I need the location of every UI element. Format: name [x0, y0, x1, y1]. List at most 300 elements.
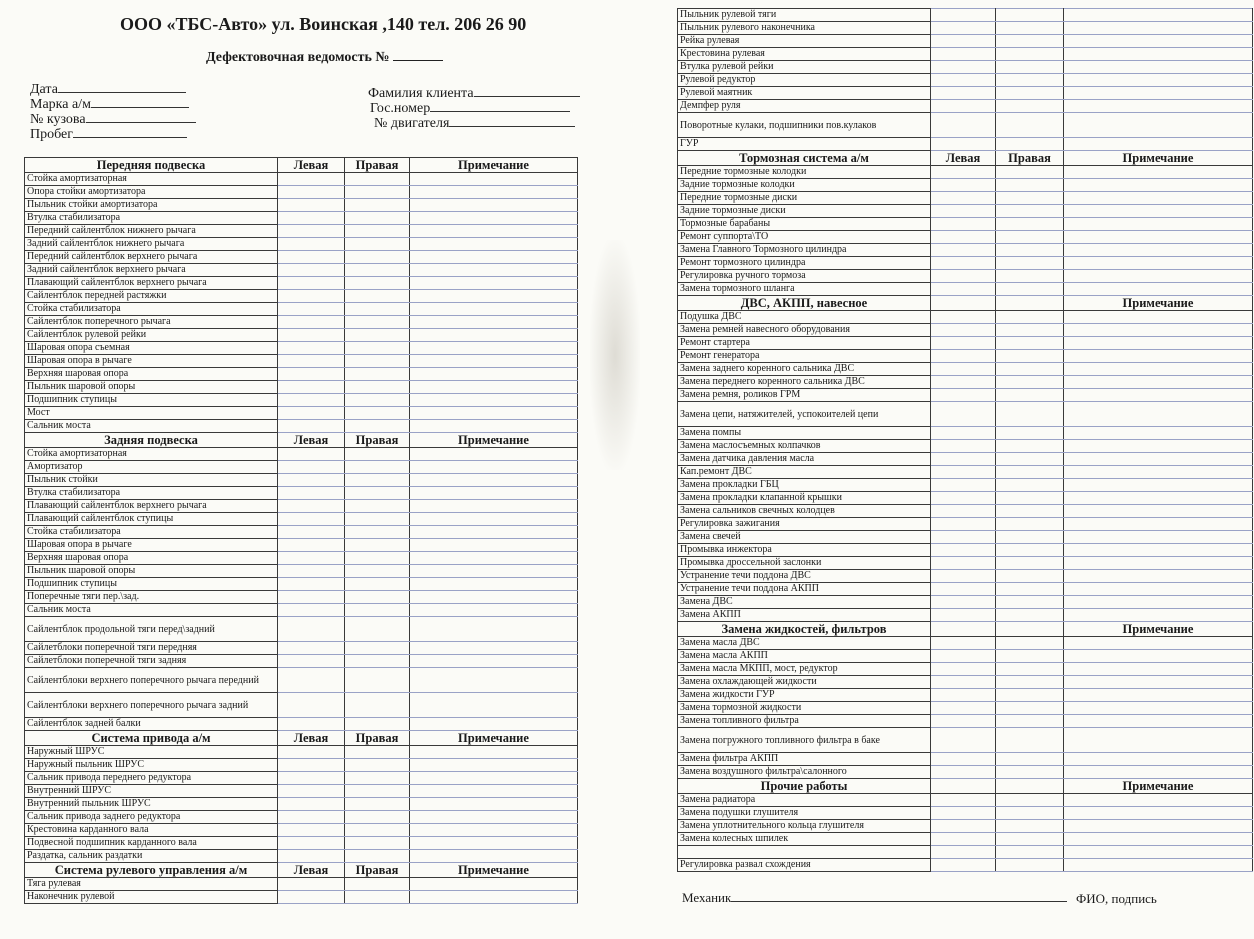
left-value-cell[interactable]: [931, 35, 996, 48]
left-value-cell[interactable]: [278, 381, 345, 394]
right-value-cell[interactable]: [345, 199, 410, 212]
note-cell[interactable]: [1064, 807, 1253, 820]
note-cell[interactable]: [410, 487, 578, 500]
right-value-cell[interactable]: [345, 355, 410, 368]
right-value-cell[interactable]: [996, 244, 1064, 257]
left-value-cell[interactable]: [931, 218, 996, 231]
note-cell[interactable]: [1064, 48, 1253, 61]
note-cell[interactable]: [1064, 363, 1253, 376]
left-value-cell[interactable]: [278, 539, 345, 552]
right-value-cell[interactable]: [345, 811, 410, 824]
note-cell[interactable]: [410, 225, 578, 238]
left-value-cell[interactable]: [278, 212, 345, 225]
right-value-cell[interactable]: [345, 264, 410, 277]
note-cell[interactable]: [410, 407, 578, 420]
right-value-cell[interactable]: [996, 440, 1064, 453]
left-value-cell[interactable]: [931, 689, 996, 702]
left-value-cell[interactable]: [931, 531, 996, 544]
right-value-cell[interactable]: [345, 824, 410, 837]
note-cell[interactable]: [410, 199, 578, 212]
note-cell[interactable]: [1064, 663, 1253, 676]
note-cell[interactable]: [410, 277, 578, 290]
left-value-cell[interactable]: [931, 363, 996, 376]
note-cell[interactable]: [1064, 166, 1253, 179]
left-value-cell[interactable]: [931, 113, 996, 138]
right-value-cell[interactable]: [345, 513, 410, 526]
left-value-cell[interactable]: [931, 609, 996, 622]
left-value-cell[interactable]: [931, 283, 996, 296]
right-value-cell[interactable]: [996, 402, 1064, 427]
left-value-cell[interactable]: [931, 389, 996, 402]
left-value-cell[interactable]: [931, 466, 996, 479]
left-value-cell[interactable]: [931, 453, 996, 466]
note-cell[interactable]: [410, 746, 578, 759]
right-value-cell[interactable]: [996, 794, 1064, 807]
left-value-cell[interactable]: [931, 557, 996, 570]
left-value-cell[interactable]: [278, 837, 345, 850]
note-cell[interactable]: [1064, 74, 1253, 87]
note-cell[interactable]: [410, 604, 578, 617]
left-value-cell[interactable]: [278, 173, 345, 186]
note-cell[interactable]: [1064, 689, 1253, 702]
note-cell[interactable]: [1064, 205, 1253, 218]
left-value-cell[interactable]: [931, 753, 996, 766]
right-value-cell[interactable]: [996, 218, 1064, 231]
note-cell[interactable]: [410, 891, 578, 904]
note-cell[interactable]: [410, 394, 578, 407]
left-value-cell[interactable]: [278, 759, 345, 772]
note-cell[interactable]: [410, 718, 578, 731]
right-value-cell[interactable]: [996, 766, 1064, 779]
right-value-cell[interactable]: [345, 290, 410, 303]
left-value-cell[interactable]: [278, 303, 345, 316]
note-cell[interactable]: [1064, 61, 1253, 74]
left-value-cell[interactable]: [931, 87, 996, 100]
left-value-cell[interactable]: [278, 487, 345, 500]
right-value-cell[interactable]: [996, 466, 1064, 479]
left-value-cell[interactable]: [278, 891, 345, 904]
left-value-cell[interactable]: [278, 513, 345, 526]
left-value-cell[interactable]: [278, 642, 345, 655]
right-value-cell[interactable]: [996, 702, 1064, 715]
left-value-cell[interactable]: [278, 316, 345, 329]
left-value-cell[interactable]: [931, 376, 996, 389]
right-value-cell[interactable]: [996, 48, 1064, 61]
left-value-cell[interactable]: [278, 526, 345, 539]
right-value-cell[interactable]: [345, 212, 410, 225]
right-value-cell[interactable]: [996, 650, 1064, 663]
note-cell[interactable]: [410, 526, 578, 539]
right-value-cell[interactable]: [996, 570, 1064, 583]
right-value-cell[interactable]: [345, 693, 410, 718]
mileage-field[interactable]: [30, 125, 187, 143]
left-value-cell[interactable]: [278, 448, 345, 461]
left-value-cell[interactable]: [278, 264, 345, 277]
left-value-cell[interactable]: [931, 61, 996, 74]
note-cell[interactable]: [410, 186, 578, 199]
right-value-cell[interactable]: [996, 270, 1064, 283]
left-value-cell[interactable]: [278, 617, 345, 642]
right-value-cell[interactable]: [996, 324, 1064, 337]
left-value-cell[interactable]: [931, 859, 996, 872]
left-value-cell[interactable]: [931, 715, 996, 728]
left-value-cell[interactable]: [278, 474, 345, 487]
note-cell[interactable]: [410, 316, 578, 329]
right-value-cell[interactable]: [996, 166, 1064, 179]
right-value-cell[interactable]: [345, 186, 410, 199]
right-value-cell[interactable]: [345, 604, 410, 617]
left-value-cell[interactable]: [931, 74, 996, 87]
left-value-cell[interactable]: [931, 807, 996, 820]
left-value-cell[interactable]: [931, 702, 996, 715]
right-value-cell[interactable]: [345, 798, 410, 811]
note-cell[interactable]: [410, 212, 578, 225]
right-value-cell[interactable]: [996, 715, 1064, 728]
right-value-cell[interactable]: [345, 394, 410, 407]
left-value-cell[interactable]: [931, 570, 996, 583]
right-value-cell[interactable]: [996, 689, 1064, 702]
note-cell[interactable]: [1064, 113, 1253, 138]
right-value-cell[interactable]: [996, 453, 1064, 466]
left-value-cell[interactable]: [931, 48, 996, 61]
note-cell[interactable]: [410, 500, 578, 513]
left-value-cell[interactable]: [931, 311, 996, 324]
right-value-cell[interactable]: [996, 22, 1064, 35]
note-cell[interactable]: [1064, 389, 1253, 402]
note-cell[interactable]: [1064, 466, 1253, 479]
left-value-cell[interactable]: [931, 337, 996, 350]
note-cell[interactable]: [1064, 492, 1253, 505]
note-cell[interactable]: [1064, 766, 1253, 779]
left-value-cell[interactable]: [278, 746, 345, 759]
note-cell[interactable]: [1064, 820, 1253, 833]
note-cell[interactable]: [410, 565, 578, 578]
note-cell[interactable]: [410, 552, 578, 565]
note-cell[interactable]: [1064, 283, 1253, 296]
note-cell[interactable]: [1064, 833, 1253, 846]
note-cell[interactable]: [410, 591, 578, 604]
right-value-cell[interactable]: [996, 518, 1064, 531]
left-value-cell[interactable]: [931, 270, 996, 283]
left-value-cell[interactable]: [931, 324, 996, 337]
left-value-cell[interactable]: [931, 728, 996, 753]
note-cell[interactable]: [1064, 440, 1253, 453]
note-cell[interactable]: [1064, 518, 1253, 531]
note-cell[interactable]: [1064, 402, 1253, 427]
right-value-cell[interactable]: [345, 718, 410, 731]
note-cell[interactable]: [1064, 138, 1253, 151]
right-value-cell[interactable]: [345, 891, 410, 904]
right-value-cell[interactable]: [996, 846, 1064, 859]
note-cell[interactable]: [410, 539, 578, 552]
right-value-cell[interactable]: [996, 35, 1064, 48]
note-cell[interactable]: [1064, 350, 1253, 363]
note-cell[interactable]: [410, 381, 578, 394]
note-cell[interactable]: [1064, 583, 1253, 596]
right-value-cell[interactable]: [996, 557, 1064, 570]
right-value-cell[interactable]: [996, 609, 1064, 622]
right-value-cell[interactable]: [996, 311, 1064, 324]
note-cell[interactable]: [1064, 544, 1253, 557]
right-value-cell[interactable]: [345, 759, 410, 772]
right-value-cell[interactable]: [345, 617, 410, 642]
right-value-cell[interactable]: [345, 277, 410, 290]
right-value-cell[interactable]: [996, 61, 1064, 74]
note-cell[interactable]: [410, 798, 578, 811]
note-cell[interactable]: [1064, 231, 1253, 244]
left-value-cell[interactable]: [931, 479, 996, 492]
document-number-field[interactable]: [393, 48, 443, 61]
note-cell[interactable]: [410, 824, 578, 837]
left-value-cell[interactable]: [931, 794, 996, 807]
right-value-cell[interactable]: [345, 487, 410, 500]
left-value-cell[interactable]: [278, 591, 345, 604]
note-cell[interactable]: [410, 785, 578, 798]
note-cell[interactable]: [1064, 702, 1253, 715]
left-value-cell[interactable]: [278, 578, 345, 591]
note-cell[interactable]: [410, 655, 578, 668]
note-cell[interactable]: [1064, 609, 1253, 622]
right-value-cell[interactable]: [345, 448, 410, 461]
left-value-cell[interactable]: [931, 820, 996, 833]
right-value-cell[interactable]: [345, 642, 410, 655]
note-cell[interactable]: [410, 642, 578, 655]
left-value-cell[interactable]: [931, 596, 996, 609]
left-value-cell[interactable]: [278, 655, 345, 668]
note-cell[interactable]: [1064, 715, 1253, 728]
left-value-cell[interactable]: [931, 138, 996, 151]
left-value-cell[interactable]: [278, 238, 345, 251]
left-value-cell[interactable]: [278, 394, 345, 407]
right-value-cell[interactable]: [996, 820, 1064, 833]
left-value-cell[interactable]: [278, 420, 345, 433]
right-value-cell[interactable]: [996, 583, 1064, 596]
note-cell[interactable]: [1064, 311, 1253, 324]
note-cell[interactable]: [1064, 505, 1253, 518]
right-value-cell[interactable]: [996, 637, 1064, 650]
right-value-cell[interactable]: [345, 578, 410, 591]
right-value-cell[interactable]: [345, 329, 410, 342]
note-cell[interactable]: [410, 474, 578, 487]
note-cell[interactable]: [410, 420, 578, 433]
right-value-cell[interactable]: [996, 833, 1064, 846]
left-value-cell[interactable]: [278, 199, 345, 212]
right-value-cell[interactable]: [996, 179, 1064, 192]
right-value-cell[interactable]: [345, 342, 410, 355]
left-value-cell[interactable]: [278, 811, 345, 824]
note-cell[interactable]: [1064, 324, 1253, 337]
left-value-cell[interactable]: [931, 637, 996, 650]
left-value-cell[interactable]: [931, 257, 996, 270]
left-value-cell[interactable]: [278, 552, 345, 565]
note-cell[interactable]: [1064, 35, 1253, 48]
mechanic-field[interactable]: [682, 889, 1067, 906]
note-cell[interactable]: [1064, 676, 1253, 689]
note-cell[interactable]: [410, 238, 578, 251]
right-value-cell[interactable]: [996, 376, 1064, 389]
right-value-cell[interactable]: [345, 552, 410, 565]
note-cell[interactable]: [1064, 453, 1253, 466]
right-value-cell[interactable]: [996, 231, 1064, 244]
right-value-cell[interactable]: [345, 225, 410, 238]
left-value-cell[interactable]: [278, 186, 345, 199]
left-value-cell[interactable]: [931, 505, 996, 518]
right-value-cell[interactable]: [345, 381, 410, 394]
note-cell[interactable]: [1064, 637, 1253, 650]
left-value-cell[interactable]: [278, 604, 345, 617]
right-value-cell[interactable]: [345, 850, 410, 863]
left-value-cell[interactable]: [931, 846, 996, 859]
right-value-cell[interactable]: [996, 505, 1064, 518]
right-value-cell[interactable]: [345, 461, 410, 474]
left-value-cell[interactable]: [931, 350, 996, 363]
left-value-cell[interactable]: [278, 500, 345, 513]
note-cell[interactable]: [410, 173, 578, 186]
note-cell[interactable]: [1064, 427, 1253, 440]
left-value-cell[interactable]: [931, 650, 996, 663]
right-value-cell[interactable]: [345, 303, 410, 316]
right-value-cell[interactable]: [996, 492, 1064, 505]
note-cell[interactable]: [410, 878, 578, 891]
left-value-cell[interactable]: [931, 192, 996, 205]
note-cell[interactable]: [410, 693, 578, 718]
note-cell[interactable]: [1064, 22, 1253, 35]
left-value-cell[interactable]: [278, 718, 345, 731]
right-value-cell[interactable]: [996, 283, 1064, 296]
left-value-cell[interactable]: [278, 798, 345, 811]
left-value-cell[interactable]: [278, 565, 345, 578]
right-value-cell[interactable]: [345, 368, 410, 381]
left-value-cell[interactable]: [278, 878, 345, 891]
note-cell[interactable]: [1064, 87, 1253, 100]
right-value-cell[interactable]: [996, 192, 1064, 205]
right-value-cell[interactable]: [996, 257, 1064, 270]
right-value-cell[interactable]: [996, 350, 1064, 363]
note-cell[interactable]: [410, 342, 578, 355]
note-cell[interactable]: [410, 811, 578, 824]
note-cell[interactable]: [1064, 100, 1253, 113]
left-value-cell[interactable]: [278, 355, 345, 368]
left-value-cell[interactable]: [278, 225, 345, 238]
left-value-cell[interactable]: [931, 663, 996, 676]
note-cell[interactable]: [410, 617, 578, 642]
left-value-cell[interactable]: [931, 676, 996, 689]
note-cell[interactable]: [1064, 596, 1253, 609]
left-value-cell[interactable]: [931, 833, 996, 846]
note-cell[interactable]: [1064, 192, 1253, 205]
right-value-cell[interactable]: [996, 74, 1064, 87]
right-value-cell[interactable]: [996, 596, 1064, 609]
right-value-cell[interactable]: [345, 251, 410, 264]
right-value-cell[interactable]: [345, 565, 410, 578]
note-cell[interactable]: [410, 461, 578, 474]
note-cell[interactable]: [1064, 570, 1253, 583]
left-value-cell[interactable]: [931, 244, 996, 257]
right-value-cell[interactable]: [345, 238, 410, 251]
right-value-cell[interactable]: [996, 138, 1064, 151]
left-value-cell[interactable]: [278, 277, 345, 290]
left-value-cell[interactable]: [931, 544, 996, 557]
note-cell[interactable]: [410, 837, 578, 850]
note-cell[interactable]: [1064, 794, 1253, 807]
right-value-cell[interactable]: [345, 837, 410, 850]
note-cell[interactable]: [410, 448, 578, 461]
right-value-cell[interactable]: [345, 668, 410, 693]
note-cell[interactable]: [1064, 846, 1253, 859]
right-value-cell[interactable]: [345, 655, 410, 668]
right-value-cell[interactable]: [345, 772, 410, 785]
note-cell[interactable]: [1064, 179, 1253, 192]
note-cell[interactable]: [1064, 337, 1253, 350]
right-value-cell[interactable]: [996, 205, 1064, 218]
note-cell[interactable]: [410, 251, 578, 264]
right-value-cell[interactable]: [345, 420, 410, 433]
right-value-cell[interactable]: [996, 663, 1064, 676]
left-value-cell[interactable]: [931, 166, 996, 179]
right-value-cell[interactable]: [345, 746, 410, 759]
left-value-cell[interactable]: [278, 461, 345, 474]
note-cell[interactable]: [410, 850, 578, 863]
right-value-cell[interactable]: [345, 474, 410, 487]
note-cell[interactable]: [1064, 376, 1253, 389]
right-value-cell[interactable]: [345, 526, 410, 539]
note-cell[interactable]: [1064, 531, 1253, 544]
note-cell[interactable]: [1064, 650, 1253, 663]
right-value-cell[interactable]: [345, 591, 410, 604]
note-cell[interactable]: [410, 759, 578, 772]
right-value-cell[interactable]: [996, 544, 1064, 557]
left-value-cell[interactable]: [278, 290, 345, 303]
left-value-cell[interactable]: [278, 342, 345, 355]
note-cell[interactable]: [410, 303, 578, 316]
left-value-cell[interactable]: [931, 402, 996, 427]
right-value-cell[interactable]: [345, 878, 410, 891]
note-cell[interactable]: [410, 772, 578, 785]
right-value-cell[interactable]: [345, 500, 410, 513]
note-cell[interactable]: [410, 329, 578, 342]
right-value-cell[interactable]: [996, 337, 1064, 350]
note-cell[interactable]: [410, 355, 578, 368]
note-cell[interactable]: [410, 368, 578, 381]
left-value-cell[interactable]: [931, 766, 996, 779]
right-value-cell[interactable]: [996, 363, 1064, 376]
note-cell[interactable]: [1064, 244, 1253, 257]
left-value-cell[interactable]: [931, 231, 996, 244]
left-value-cell[interactable]: [278, 850, 345, 863]
note-cell[interactable]: [1064, 557, 1253, 570]
left-value-cell[interactable]: [278, 668, 345, 693]
right-value-cell[interactable]: [996, 728, 1064, 753]
right-value-cell[interactable]: [345, 539, 410, 552]
right-value-cell[interactable]: [996, 113, 1064, 138]
note-cell[interactable]: [1064, 859, 1253, 872]
note-cell[interactable]: [410, 668, 578, 693]
left-value-cell[interactable]: [278, 693, 345, 718]
right-value-cell[interactable]: [996, 753, 1064, 766]
right-value-cell[interactable]: [996, 389, 1064, 402]
right-value-cell[interactable]: [345, 173, 410, 186]
right-value-cell[interactable]: [996, 531, 1064, 544]
left-value-cell[interactable]: [931, 205, 996, 218]
note-cell[interactable]: [1064, 479, 1253, 492]
right-value-cell[interactable]: [996, 859, 1064, 872]
note-cell[interactable]: [410, 513, 578, 526]
left-value-cell[interactable]: [931, 179, 996, 192]
note-cell[interactable]: [1064, 9, 1253, 22]
note-cell[interactable]: [1064, 218, 1253, 231]
note-cell[interactable]: [410, 290, 578, 303]
note-cell[interactable]: [1064, 753, 1253, 766]
